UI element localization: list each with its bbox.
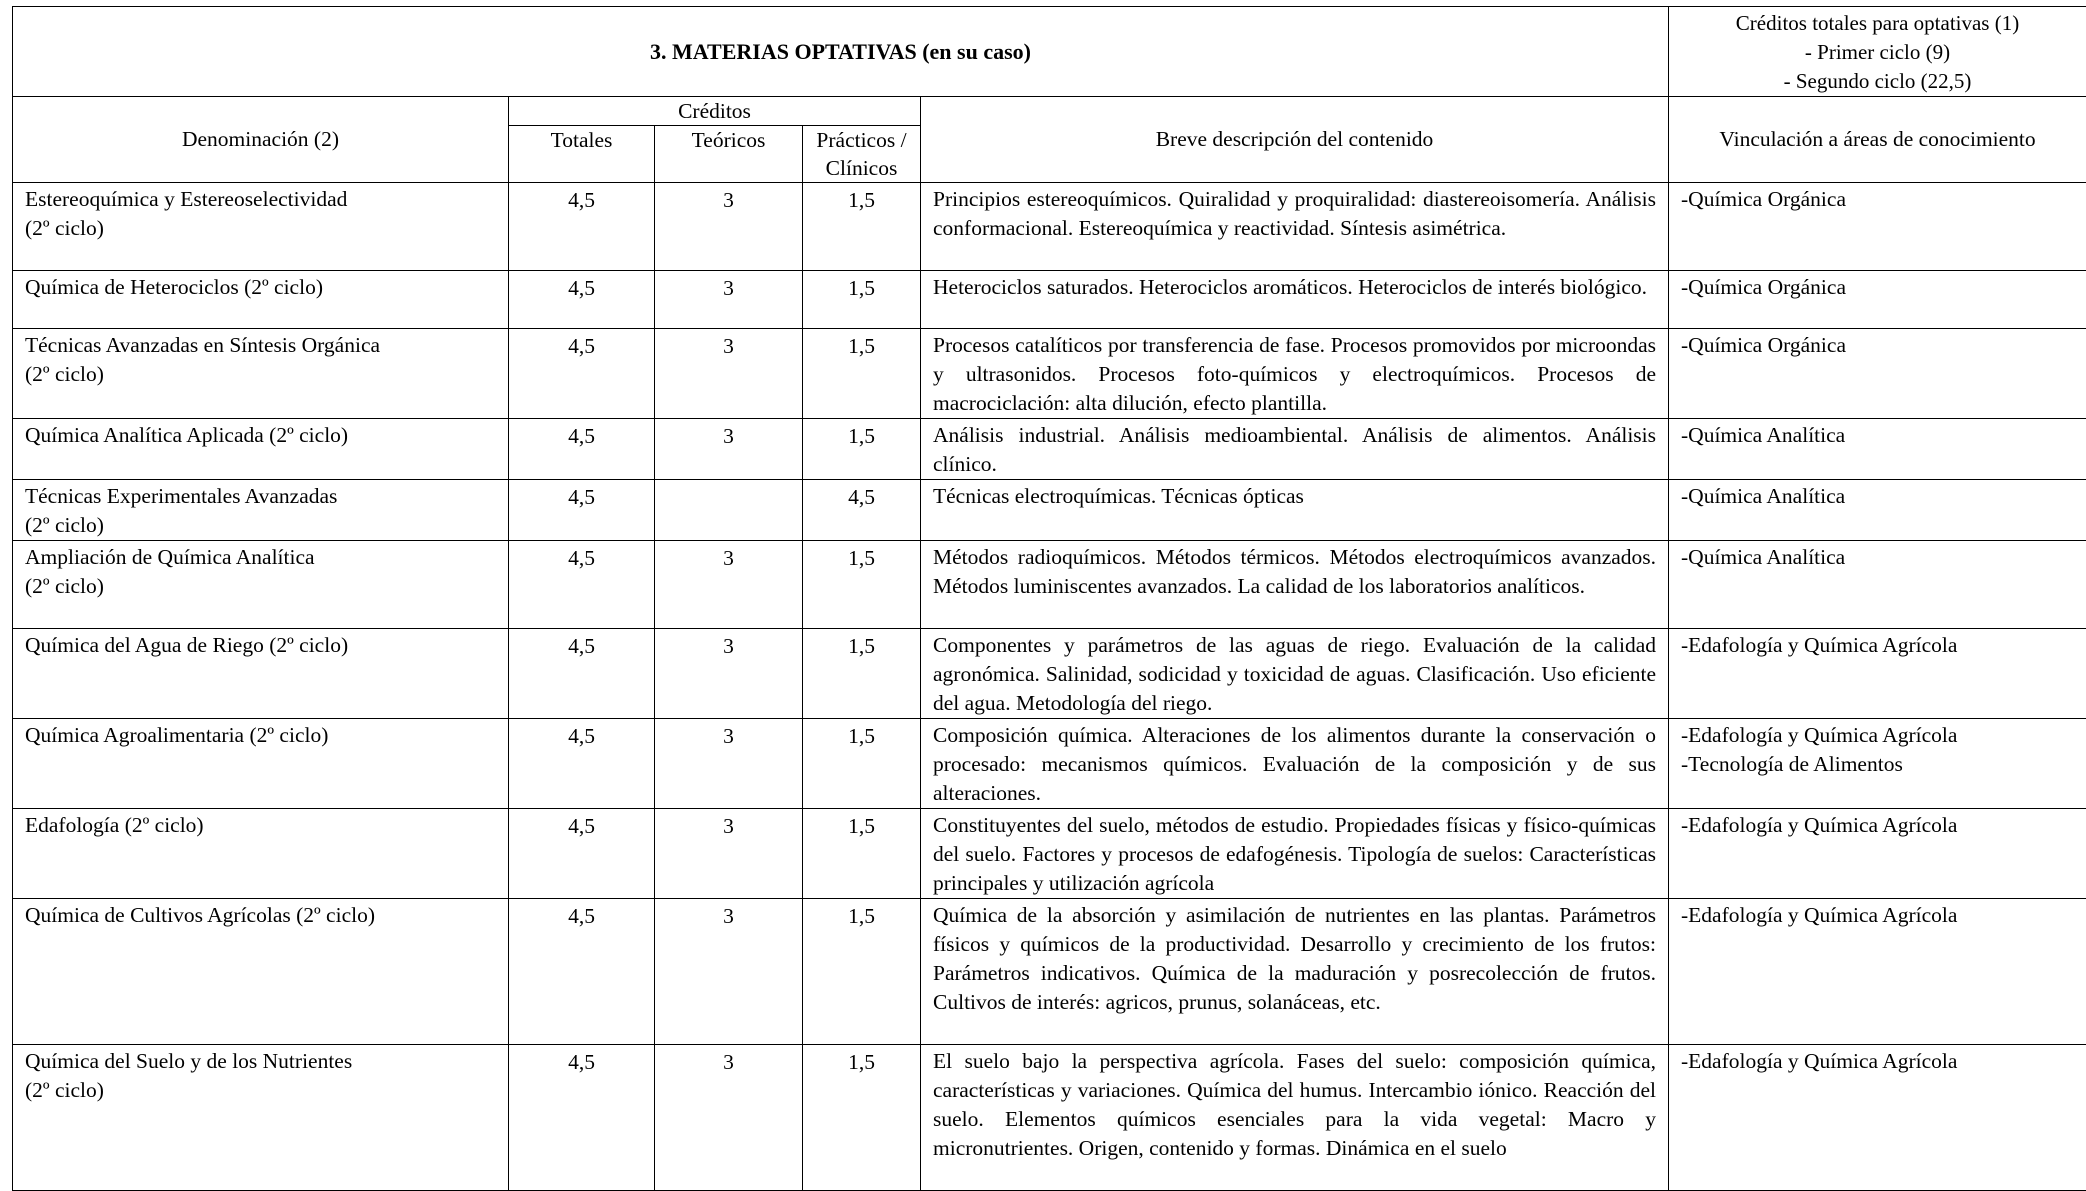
content-description: Composición química. Alteraciones de los alimentos durante la conservación o procesado: mecanismos químicos. Evaluación de la composición y de sus alteraciones. bbox=[921, 719, 1669, 809]
content-description: Técnicas electroquímicas. Técnicas ópticas bbox=[921, 480, 1669, 541]
knowledge-area: -Química Analítica bbox=[1681, 543, 2078, 572]
credits-total: 4,5 bbox=[509, 629, 655, 719]
subject-name-line: (2º ciclo) bbox=[25, 360, 500, 389]
knowledge-areas bbox=[1669, 541, 2086, 629]
credits-theory: 3 bbox=[655, 541, 803, 629]
credits-total: 4,5 bbox=[509, 183, 655, 271]
credits-total: 4,5 bbox=[509, 719, 655, 809]
subject-name-line: Química Agroalimentaria (2º ciclo) bbox=[25, 721, 500, 750]
credits-total: 4,5 bbox=[509, 541, 655, 629]
total-credits-cell bbox=[1669, 7, 2086, 97]
header-practicos bbox=[803, 126, 921, 183]
header-clinicos-line: Clínicos bbox=[811, 154, 912, 182]
content-description: Heterociclos saturados. Heterociclos aromáticos. Heterociclos de interés biológico. bbox=[921, 271, 1669, 329]
table-row bbox=[13, 183, 2086, 271]
content-description: Procesos catalíticos por transferencia de fase. Procesos promovidos por microondas y ultrasonidos. Procesos foto-químicos y electroquímicos. Procesos de macrociclación: alta dilución, efecto plantilla. bbox=[921, 329, 1669, 419]
knowledge-areas bbox=[1669, 719, 2086, 809]
credits-practice: 1,5 bbox=[803, 1045, 921, 1191]
header-teoricos: Teóricos bbox=[655, 126, 803, 183]
table-row bbox=[13, 271, 2086, 329]
subject-name bbox=[13, 899, 509, 1045]
subject-name-line: (2º ciclo) bbox=[25, 1076, 500, 1105]
credits-practice: 1,5 bbox=[803, 271, 921, 329]
knowledge-area: -Química Orgánica bbox=[1681, 185, 2078, 214]
subject-name-line: Edafología (2º ciclo) bbox=[25, 811, 500, 840]
subject-name-line: (2º ciclo) bbox=[25, 572, 500, 601]
credits-total: 4,5 bbox=[509, 809, 655, 899]
table-row bbox=[13, 629, 2086, 719]
knowledge-areas bbox=[1669, 1045, 2086, 1191]
subject-name-line: Química Analítica Aplicada (2º ciclo) bbox=[25, 421, 500, 450]
knowledge-area: -Química Orgánica bbox=[1681, 273, 2078, 302]
subject-name-line: Ampliación de Química Analítica bbox=[25, 543, 500, 572]
credits-practice: 1,5 bbox=[803, 899, 921, 1045]
subject-name bbox=[13, 1045, 509, 1191]
second-cycle-credits: - Segundo ciclo (22,5) bbox=[1677, 67, 2078, 96]
first-cycle-credits: - Primer ciclo (9) bbox=[1677, 38, 2078, 67]
credits-theory: 3 bbox=[655, 183, 803, 271]
content-description: Análisis industrial. Análisis medioambiental. Análisis de alimentos. Análisis clínico. bbox=[921, 419, 1669, 480]
credits-practice: 1,5 bbox=[803, 329, 921, 419]
credits-theory bbox=[655, 480, 803, 541]
subject-name-line: Técnicas Experimentales Avanzadas bbox=[25, 482, 500, 511]
subject-name bbox=[13, 419, 509, 480]
credits-theory: 3 bbox=[655, 719, 803, 809]
content-description: El suelo bajo la perspectiva agrícola. Fases del suelo: composición química, características y variaciones. Química del humus. Intercambio iónico. Reacción del suelo. Elementos químicos esenciales para la vida vegetal: Macro y micronutrientes. Origen, contenido y formas. Dinámica en el suelo bbox=[921, 1045, 1669, 1191]
knowledge-area: -Edafología y Química Agrícola bbox=[1681, 721, 2078, 750]
table-row bbox=[13, 480, 2086, 541]
knowledge-areas bbox=[1669, 271, 2086, 329]
credits-theory: 3 bbox=[655, 271, 803, 329]
credits-practice: 1,5 bbox=[803, 183, 921, 271]
section-title: 3. MATERIAS OPTATIVAS (en su caso) bbox=[13, 7, 1669, 97]
header-practicos-line: Prácticos / bbox=[811, 126, 912, 154]
header-vinculacion: Vinculación a áreas de conocimiento bbox=[1669, 97, 2086, 183]
credits-practice: 1,5 bbox=[803, 541, 921, 629]
header-totales: Totales bbox=[509, 126, 655, 183]
table-row bbox=[13, 419, 2086, 480]
header-descripcion: Breve descripción del contenido bbox=[921, 97, 1669, 183]
credits-total: 4,5 bbox=[509, 419, 655, 480]
credits-total: 4,5 bbox=[509, 329, 655, 419]
credits-theory: 3 bbox=[655, 629, 803, 719]
subject-name-line: Química de Heterociclos (2º ciclo) bbox=[25, 273, 500, 302]
subject-name bbox=[13, 541, 509, 629]
content-description: Componentes y parámetros de las aguas de riego. Evaluación de la calidad agronómica. Salinidad, sodicidad y toxicidad de aguas. Clasificación. Uso eficiente del agua. Metodología del riego. bbox=[921, 629, 1669, 719]
credits-theory: 3 bbox=[655, 1045, 803, 1191]
knowledge-areas bbox=[1669, 809, 2086, 899]
knowledge-area: -Edafología y Química Agrícola bbox=[1681, 901, 2078, 930]
content-description: Métodos radioquímicos. Métodos térmicos. Métodos electroquímicos avanzados. Métodos luminiscentes avanzados. La calidad de los laboratorios analíticos. bbox=[921, 541, 1669, 629]
subject-name-line: Estereoquímica y Estereoselectividad bbox=[25, 185, 500, 214]
knowledge-area: -Edafología y Química Agrícola bbox=[1681, 631, 2078, 660]
subject-name-line: (2º ciclo) bbox=[25, 511, 500, 540]
knowledge-area: -Química Analítica bbox=[1681, 421, 2078, 450]
table-row bbox=[13, 719, 2086, 809]
document-page bbox=[12, 6, 2086, 1191]
table-row bbox=[13, 541, 2086, 629]
knowledge-area: -Edafología y Química Agrícola bbox=[1681, 811, 2078, 840]
credits-total: 4,5 bbox=[509, 899, 655, 1045]
content-description: Principios estereoquímicos. Quiralidad y proquiralidad: diastereoisomería. Análisis conformacional. Estereoquímica y reactividad. Síntesis asimétrica. bbox=[921, 183, 1669, 271]
subject-name-line: Técnicas Avanzadas en Síntesis Orgánica bbox=[25, 331, 500, 360]
table-row bbox=[13, 1045, 2086, 1191]
knowledge-area: -Tecnología de Alimentos bbox=[1681, 750, 2078, 779]
subject-name bbox=[13, 329, 509, 419]
credits-practice: 1,5 bbox=[803, 419, 921, 480]
credits-total: 4,5 bbox=[509, 1045, 655, 1191]
subject-name bbox=[13, 271, 509, 329]
column-header-row-1 bbox=[13, 97, 2086, 126]
subject-name bbox=[13, 629, 509, 719]
subject-name-line: Química de Cultivos Agrícolas (2º ciclo) bbox=[25, 901, 500, 930]
table-row bbox=[13, 329, 2086, 419]
credits-theory: 3 bbox=[655, 419, 803, 480]
subject-name-line: Química del Suelo y de los Nutrientes bbox=[25, 1047, 500, 1076]
credits-practice: 1,5 bbox=[803, 629, 921, 719]
subject-name bbox=[13, 183, 509, 271]
knowledge-areas bbox=[1669, 480, 2086, 541]
optativas-table bbox=[12, 6, 2086, 1191]
subject-name-line: Química del Agua de Riego (2º ciclo) bbox=[25, 631, 500, 660]
credits-theory: 3 bbox=[655, 899, 803, 1045]
knowledge-areas bbox=[1669, 183, 2086, 271]
credits-practice: 1,5 bbox=[803, 809, 921, 899]
credits-practice: 4,5 bbox=[803, 480, 921, 541]
subject-name bbox=[13, 809, 509, 899]
credits-theory: 3 bbox=[655, 809, 803, 899]
content-description: Constituyentes del suelo, métodos de estudio. Propiedades físicas y físico-químicas del suelo. Factores y procesos de edafogénesis. Tipología de suelos: Características principales y utilización agrícola bbox=[921, 809, 1669, 899]
subject-name-line: (2º ciclo) bbox=[25, 214, 500, 243]
title-row bbox=[13, 7, 2086, 97]
credits-theory: 3 bbox=[655, 329, 803, 419]
table-row bbox=[13, 899, 2086, 1045]
credits-total: 4,5 bbox=[509, 271, 655, 329]
knowledge-areas bbox=[1669, 329, 2086, 419]
knowledge-areas bbox=[1669, 629, 2086, 719]
knowledge-areas bbox=[1669, 419, 2086, 480]
subject-name bbox=[13, 719, 509, 809]
knowledge-area: -Química Orgánica bbox=[1681, 331, 2078, 360]
content-description: Química de la absorción y asimilación de nutrientes en las plantas. Parámetros físicos y químicos de la productividad. Desarrollo y crecimiento de los frutos: Parámetros indicativos. Química de la maduración y posrecolección de frutos. Cultivos de interés: agricos, prunus, solanáceas, etc. bbox=[921, 899, 1669, 1045]
table-row bbox=[13, 809, 2086, 899]
knowledge-areas bbox=[1669, 899, 2086, 1045]
total-credits-line: Créditos totales para optativas (1) bbox=[1677, 9, 2078, 38]
credits-practice: 1,5 bbox=[803, 719, 921, 809]
header-denominacion: Denominación (2) bbox=[13, 97, 509, 183]
credits-total: 4,5 bbox=[509, 480, 655, 541]
header-creditos: Créditos bbox=[509, 97, 921, 126]
knowledge-area: -Edafología y Química Agrícola bbox=[1681, 1047, 2078, 1076]
subject-name bbox=[13, 480, 509, 541]
knowledge-area: -Química Analítica bbox=[1681, 482, 2078, 511]
